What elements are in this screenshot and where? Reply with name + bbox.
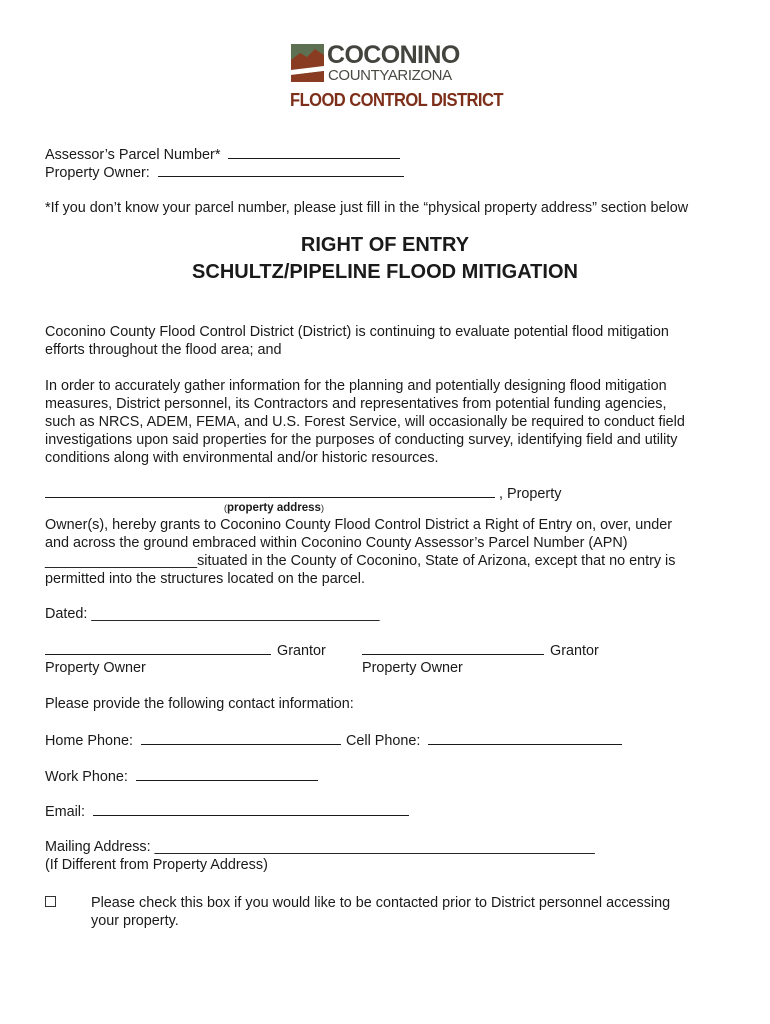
checkbox-label-line2: your property. xyxy=(91,913,179,929)
mountain-logo-icon xyxy=(291,44,324,82)
parcel-note: *If you don’t know your parcel number, please just fill in the “physical property address” section below xyxy=(45,200,689,216)
email-label: Email: xyxy=(45,804,85,820)
property-owner-row xyxy=(45,163,404,182)
grantor-signature-field-2[interactable] xyxy=(362,641,544,655)
property-owner-caption-2: Property Owner xyxy=(362,660,463,676)
contact-checkbox[interactable] xyxy=(45,896,56,907)
home-phone-field[interactable] xyxy=(141,731,341,745)
intro-paragraph xyxy=(45,323,735,359)
dated-row xyxy=(45,605,380,623)
address-caption-text: property address xyxy=(227,502,321,514)
property-suffix: , Property xyxy=(499,486,562,502)
paragraph-line: measures, District personnel, its Contractors and representatives from potential funding agencies, xyxy=(45,396,667,412)
parcel-number-row xyxy=(45,145,400,164)
dated-field[interactable]: ____________________________________ xyxy=(91,606,380,622)
grantor-label: Grantor xyxy=(277,643,326,659)
cell-phone-field[interactable] xyxy=(428,731,622,745)
work-phone-field[interactable] xyxy=(136,767,318,781)
cell-phone-label: Cell Phone: xyxy=(346,733,421,749)
mailing-address-field[interactable]: _______________________________________________________ xyxy=(154,839,595,855)
work-phone-label: Work Phone: xyxy=(45,769,128,785)
paragraph-line: such as NRCS, ADEM, FEMA, and U.S. Forest Service, will occasionally be required to conduct field xyxy=(45,414,685,430)
email-row xyxy=(45,802,409,821)
dated-label: Dated: xyxy=(45,606,88,622)
paragraph-line: investigations upon said properties for the purposes of conducting survey, identifying field and utility xyxy=(45,432,678,448)
checkbox-label-line1: Please check this box if you would like to be contacted prior to District personnel accessing xyxy=(91,895,671,911)
property-address-field[interactable] xyxy=(45,484,495,498)
address-caption: (property address) xyxy=(224,502,324,514)
mailing-address-row xyxy=(45,838,595,856)
home-phone-label: Home Phone: xyxy=(45,733,133,749)
logo-subtitle: COUNTYARIZONA xyxy=(328,67,452,84)
property-owner-caption: Property Owner xyxy=(45,660,146,676)
work-phone-row xyxy=(45,767,318,786)
document-subtitle: SCHULTZ/PIPELINE FLOOD MITIGATION xyxy=(192,261,578,283)
grant-line-text: situated in the County of Coconino, State of Arizona, except that no entry is xyxy=(197,553,676,569)
property-owner-field[interactable] xyxy=(158,163,404,177)
email-field[interactable] xyxy=(93,802,409,816)
paragraph-line: efforts throughout the flood area; and xyxy=(45,342,282,358)
paragraph-line: conditions along with environmental and/or historic resources. xyxy=(45,450,439,466)
grant-line: permitted into the structures located on the parcel. xyxy=(45,571,365,587)
grantor-signature-field[interactable] xyxy=(45,641,271,655)
logo-name: COCONINO xyxy=(327,41,460,69)
grant-line: and across the ground embraced within Coconino County Assessor’s Parcel Number (APN) xyxy=(45,535,628,551)
parcel-number-field[interactable] xyxy=(228,145,400,159)
grantor-label-2: Grantor xyxy=(550,643,599,659)
mailing-address-label: Mailing Address: xyxy=(45,839,151,855)
property-owner-label: Property Owner: xyxy=(45,165,150,181)
cell-phone-row xyxy=(346,731,622,750)
purpose-paragraph xyxy=(45,377,735,467)
paragraph-line: In order to accurately gather information for the planning and potentially designing flood mitigation xyxy=(45,378,667,394)
grant-line-apn xyxy=(45,552,735,570)
mailing-address-note: (If Different from Property Address) xyxy=(45,857,268,873)
paragraph-line: Coconino County Flood Control District (District) is continuing to evaluate potential flood mitigation xyxy=(45,324,669,340)
home-phone-row xyxy=(45,731,341,750)
logo-district: FLOOD CONTROL DISTRICT xyxy=(290,90,503,110)
signature-left xyxy=(45,641,326,660)
contact-intro: Please provide the following contact information: xyxy=(45,696,354,712)
apn-field[interactable]: ___________________ xyxy=(45,553,198,569)
grant-paragraph xyxy=(45,516,735,588)
parcel-number-label: Assessor’s Parcel Number* xyxy=(45,147,221,163)
signature-right xyxy=(362,641,599,660)
document-title: RIGHT OF ENTRY xyxy=(300,234,470,256)
grant-line: Owner(s), hereby grants to Coconino County Flood Control District a Right of Entry on, over, under xyxy=(45,517,673,533)
